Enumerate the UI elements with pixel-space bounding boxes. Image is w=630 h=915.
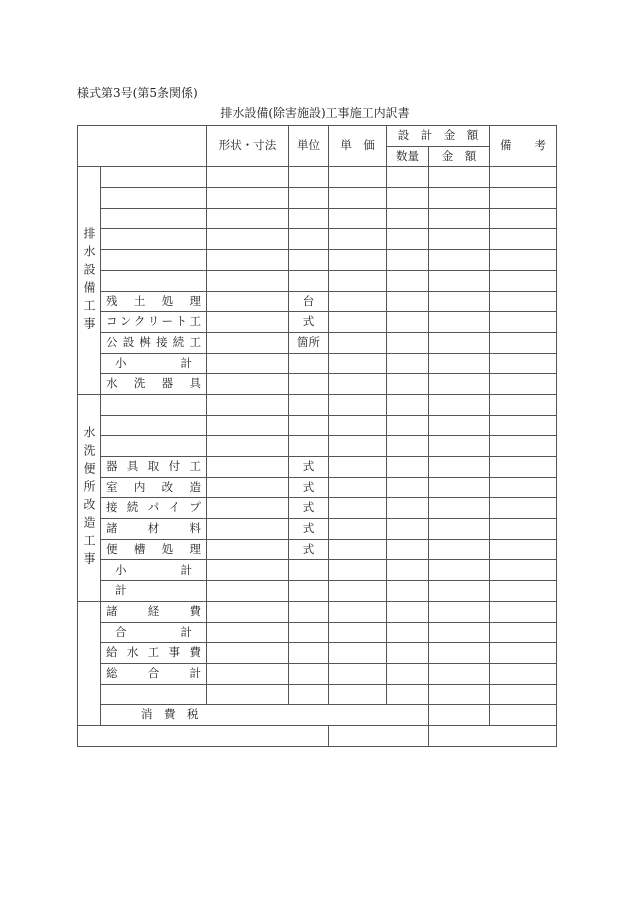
item-name: 諸 材 料	[106, 521, 201, 536]
remarks-cell	[490, 663, 557, 684]
table-row	[78, 560, 557, 581]
unit-cell	[289, 353, 329, 374]
amount-cell	[429, 374, 490, 395]
unit-price-cell	[329, 663, 387, 684]
table-row	[78, 394, 557, 415]
amount-cell	[429, 643, 490, 664]
item-cell	[101, 332, 207, 353]
remarks-cell	[490, 643, 557, 664]
unit-price-cell	[329, 394, 387, 415]
quantity-cell	[387, 539, 429, 560]
shape-cell	[207, 229, 289, 250]
remarks-cell	[490, 684, 557, 705]
shape-cell	[207, 312, 289, 333]
quantity-cell	[387, 684, 429, 705]
amount-cell	[429, 498, 490, 519]
unit-price-cell	[329, 457, 387, 478]
shape-cell	[207, 684, 289, 705]
unit-price-cell	[329, 291, 387, 312]
remarks-cell	[490, 436, 557, 457]
table-row	[78, 436, 557, 457]
amount-cell	[429, 581, 490, 602]
item-cell	[101, 188, 207, 209]
table-row	[78, 229, 557, 250]
unit-cell	[289, 374, 329, 395]
item-name: 器 具 取 付 工	[106, 459, 201, 474]
item-cell	[101, 539, 207, 560]
unit-cell	[289, 270, 329, 291]
quantity-cell	[387, 457, 429, 478]
unit-cell: 台	[289, 291, 329, 312]
unit-cell	[289, 167, 329, 188]
shape-cell	[207, 498, 289, 519]
item-cell	[101, 374, 207, 395]
quantity-cell	[387, 394, 429, 415]
quantity-cell	[387, 477, 429, 498]
unit-price-cell	[329, 477, 387, 498]
unit-cell	[289, 415, 329, 436]
item-cell	[101, 250, 207, 271]
unit-cell	[289, 208, 329, 229]
table-row	[78, 581, 557, 602]
quantity-cell	[387, 332, 429, 353]
item-name: 公 設 桝 接 続 工	[106, 334, 201, 349]
quantity-cell	[387, 519, 429, 540]
shape-cell	[207, 560, 289, 581]
amount-cell	[429, 270, 490, 291]
amount-cell	[429, 332, 490, 353]
unit-cell: 式	[289, 477, 329, 498]
item-cell	[101, 353, 207, 374]
unit-price-cell	[329, 208, 387, 229]
shape-cell	[207, 415, 289, 436]
header-unit-price: 単 価	[329, 126, 387, 167]
shape-cell	[207, 643, 289, 664]
unit-cell	[289, 560, 329, 581]
amount-cell	[429, 684, 490, 705]
table-row	[78, 250, 557, 271]
shape-cell	[207, 208, 289, 229]
item-name: 合 計	[115, 624, 192, 639]
amount-cell	[429, 560, 490, 581]
quantity-cell	[387, 229, 429, 250]
item-cell	[101, 415, 207, 436]
remarks-cell	[490, 312, 557, 333]
unit-cell: 式	[289, 498, 329, 519]
shape-cell	[207, 374, 289, 395]
table-row	[78, 684, 557, 705]
remarks-cell	[490, 208, 557, 229]
shape-cell	[207, 622, 289, 643]
quantity-cell	[387, 415, 429, 436]
quantity-cell	[387, 581, 429, 602]
unit-cell	[289, 601, 329, 622]
unit-cell	[289, 436, 329, 457]
section-label: 水洗便所改造工事	[78, 394, 101, 601]
remarks-cell	[490, 581, 557, 602]
table-row	[78, 457, 557, 478]
shape-cell	[207, 332, 289, 353]
breakdown-table	[77, 125, 557, 747]
unit-price-cell	[329, 270, 387, 291]
remarks-cell	[490, 250, 557, 271]
item-cell	[101, 498, 207, 519]
amount-cell	[429, 312, 490, 333]
table-row	[78, 663, 557, 684]
form-number: 様式第3号(第5条関係)	[77, 86, 198, 100]
quantity-cell	[387, 374, 429, 395]
quantity-cell	[387, 436, 429, 457]
table-row	[78, 622, 557, 643]
item-name: 総 合 計	[106, 665, 201, 680]
shape-cell	[207, 167, 289, 188]
unit-price-cell	[329, 250, 387, 271]
table-row	[78, 208, 557, 229]
header-amount: 金 額	[429, 146, 490, 167]
remarks-cell	[490, 477, 557, 498]
amount-cell	[429, 477, 490, 498]
shape-cell	[207, 601, 289, 622]
item-cell	[101, 394, 207, 415]
footer-cell-2	[329, 725, 429, 746]
item-name: 水 洗 器 具	[106, 376, 201, 391]
shape-cell	[207, 394, 289, 415]
table-row	[78, 415, 557, 436]
unit-cell: 式	[289, 539, 329, 560]
table-row	[78, 188, 557, 209]
amount-cell	[429, 229, 490, 250]
shape-cell	[207, 539, 289, 560]
section-drainage	[78, 167, 557, 395]
unit-cell: 式	[289, 519, 329, 540]
section-label	[78, 601, 101, 725]
item-cell	[101, 167, 207, 188]
unit-cell: 式	[289, 457, 329, 478]
shape-cell	[207, 457, 289, 478]
remarks-cell	[490, 560, 557, 581]
header-quantity: 数量	[387, 146, 429, 167]
item-name: 室 内 改 造	[106, 479, 201, 494]
unit-price-cell	[329, 581, 387, 602]
item-name: 接 続 パ イ プ	[106, 500, 201, 515]
unit-price-cell	[329, 374, 387, 395]
unit-price-cell	[329, 332, 387, 353]
tax-amount-cell	[429, 705, 490, 726]
remarks-cell	[490, 457, 557, 478]
remarks-cell	[490, 394, 557, 415]
unit-cell	[289, 188, 329, 209]
quantity-cell	[387, 270, 429, 291]
table-row	[78, 601, 557, 622]
unit-price-cell	[329, 622, 387, 643]
shape-cell	[207, 477, 289, 498]
table-row	[78, 312, 557, 333]
amount-cell	[429, 539, 490, 560]
shape-cell	[207, 270, 289, 291]
shape-cell	[207, 291, 289, 312]
footer-cell-3	[429, 725, 557, 746]
table-row	[78, 167, 557, 188]
item-cell	[101, 643, 207, 664]
amount-cell	[429, 415, 490, 436]
shape-cell	[207, 581, 289, 602]
unit-cell	[289, 643, 329, 664]
unit-cell: 式	[289, 312, 329, 333]
section-label: 排水設備工事	[78, 167, 101, 395]
table-row	[78, 291, 557, 312]
amount-cell	[429, 353, 490, 374]
remarks-cell	[490, 622, 557, 643]
amount-cell	[429, 519, 490, 540]
unit-price-cell	[329, 312, 387, 333]
unit-price-cell	[329, 498, 387, 519]
quantity-cell	[387, 601, 429, 622]
remarks-cell	[490, 332, 557, 353]
shape-cell	[207, 250, 289, 271]
quantity-cell	[387, 663, 429, 684]
item-name: 小 計	[115, 355, 192, 370]
item-cell	[101, 581, 207, 602]
quantity-cell	[387, 167, 429, 188]
header-item-blank	[78, 126, 207, 167]
unit-cell	[289, 250, 329, 271]
table-row	[78, 519, 557, 540]
shape-cell	[207, 436, 289, 457]
remarks-cell	[490, 539, 557, 560]
table-row	[78, 270, 557, 291]
unit-price-cell	[329, 229, 387, 250]
table-row	[78, 374, 557, 395]
item-name: 残 土 処 理	[106, 293, 201, 308]
quantity-cell	[387, 643, 429, 664]
amount-cell	[429, 188, 490, 209]
item-cell	[101, 312, 207, 333]
remarks-cell	[490, 374, 557, 395]
item-cell	[101, 291, 207, 312]
tax-row	[78, 705, 557, 726]
remarks-cell	[490, 291, 557, 312]
unit-price-cell	[329, 684, 387, 705]
quantity-cell	[387, 188, 429, 209]
item-cell	[101, 519, 207, 540]
amount-cell	[429, 208, 490, 229]
quantity-cell	[387, 312, 429, 333]
item-cell	[101, 457, 207, 478]
item-cell	[101, 663, 207, 684]
unit-price-cell	[329, 539, 387, 560]
footer-cell-1	[78, 725, 329, 746]
item-cell	[101, 229, 207, 250]
unit-price-cell	[329, 353, 387, 374]
unit-cell	[289, 663, 329, 684]
item-name: コ ン ク リ ー ト 工	[106, 314, 201, 329]
unit-price-cell	[329, 519, 387, 540]
unit-cell	[289, 622, 329, 643]
table-row	[78, 353, 557, 374]
unit-price-cell	[329, 560, 387, 581]
item-name: 諸 経 費	[106, 603, 201, 618]
quantity-cell	[387, 208, 429, 229]
table-row	[78, 498, 557, 519]
amount-cell	[429, 601, 490, 622]
remarks-cell	[490, 188, 557, 209]
amount-cell	[429, 250, 490, 271]
quantity-cell	[387, 291, 429, 312]
item-name: 小 計	[115, 562, 192, 577]
quantity-cell	[387, 622, 429, 643]
section-totals	[78, 601, 557, 725]
shape-cell	[207, 353, 289, 374]
unit-cell	[289, 684, 329, 705]
amount-cell	[429, 394, 490, 415]
amount-cell	[429, 622, 490, 643]
table-row	[78, 539, 557, 560]
amount-cell	[429, 291, 490, 312]
remarks-cell	[490, 167, 557, 188]
item-cell	[101, 270, 207, 291]
item-name: 便 槽 処 理	[106, 541, 201, 556]
item-cell	[101, 560, 207, 581]
table-row	[78, 332, 557, 353]
header-design-amount: 設 計 金 額	[387, 126, 490, 147]
header-shape-size: 形状・寸法	[207, 126, 289, 167]
remarks-cell	[490, 498, 557, 519]
unit-cell: 箇所	[289, 332, 329, 353]
item-cell	[101, 436, 207, 457]
amount-cell	[429, 457, 490, 478]
remarks-cell	[490, 415, 557, 436]
unit-price-cell	[329, 601, 387, 622]
item-cell	[101, 622, 207, 643]
section-toilet	[78, 394, 557, 601]
unit-price-cell	[329, 643, 387, 664]
shape-cell	[207, 188, 289, 209]
remarks-cell	[490, 229, 557, 250]
unit-price-cell	[329, 436, 387, 457]
document-title: 排水設備(除害施設)工事施工内訳書	[220, 106, 410, 120]
item-name: 給 水 工 事 費	[106, 645, 201, 660]
quantity-cell	[387, 353, 429, 374]
amount-cell	[429, 436, 490, 457]
unit-price-cell	[329, 167, 387, 188]
unit-price-cell	[329, 188, 387, 209]
shape-cell	[207, 519, 289, 540]
unit-price-cell	[329, 415, 387, 436]
tax-label: 消 費 税	[101, 705, 429, 726]
amount-cell	[429, 663, 490, 684]
tax-remarks-cell	[490, 705, 557, 726]
header-unit: 単位	[289, 126, 329, 167]
item-cell	[101, 601, 207, 622]
remarks-cell	[490, 601, 557, 622]
item-name: 計	[115, 583, 127, 598]
header-remarks: 備 考	[490, 126, 557, 167]
remarks-cell	[490, 353, 557, 374]
remarks-cell	[490, 519, 557, 540]
quantity-cell	[387, 250, 429, 271]
remarks-cell	[490, 270, 557, 291]
unit-cell	[289, 581, 329, 602]
unit-cell	[289, 229, 329, 250]
quantity-cell	[387, 560, 429, 581]
item-cell	[101, 684, 207, 705]
unit-cell	[289, 394, 329, 415]
table-row	[78, 643, 557, 664]
shape-cell	[207, 663, 289, 684]
amount-cell	[429, 167, 490, 188]
item-cell	[101, 477, 207, 498]
item-cell	[101, 208, 207, 229]
quantity-cell	[387, 498, 429, 519]
table-row	[78, 477, 557, 498]
